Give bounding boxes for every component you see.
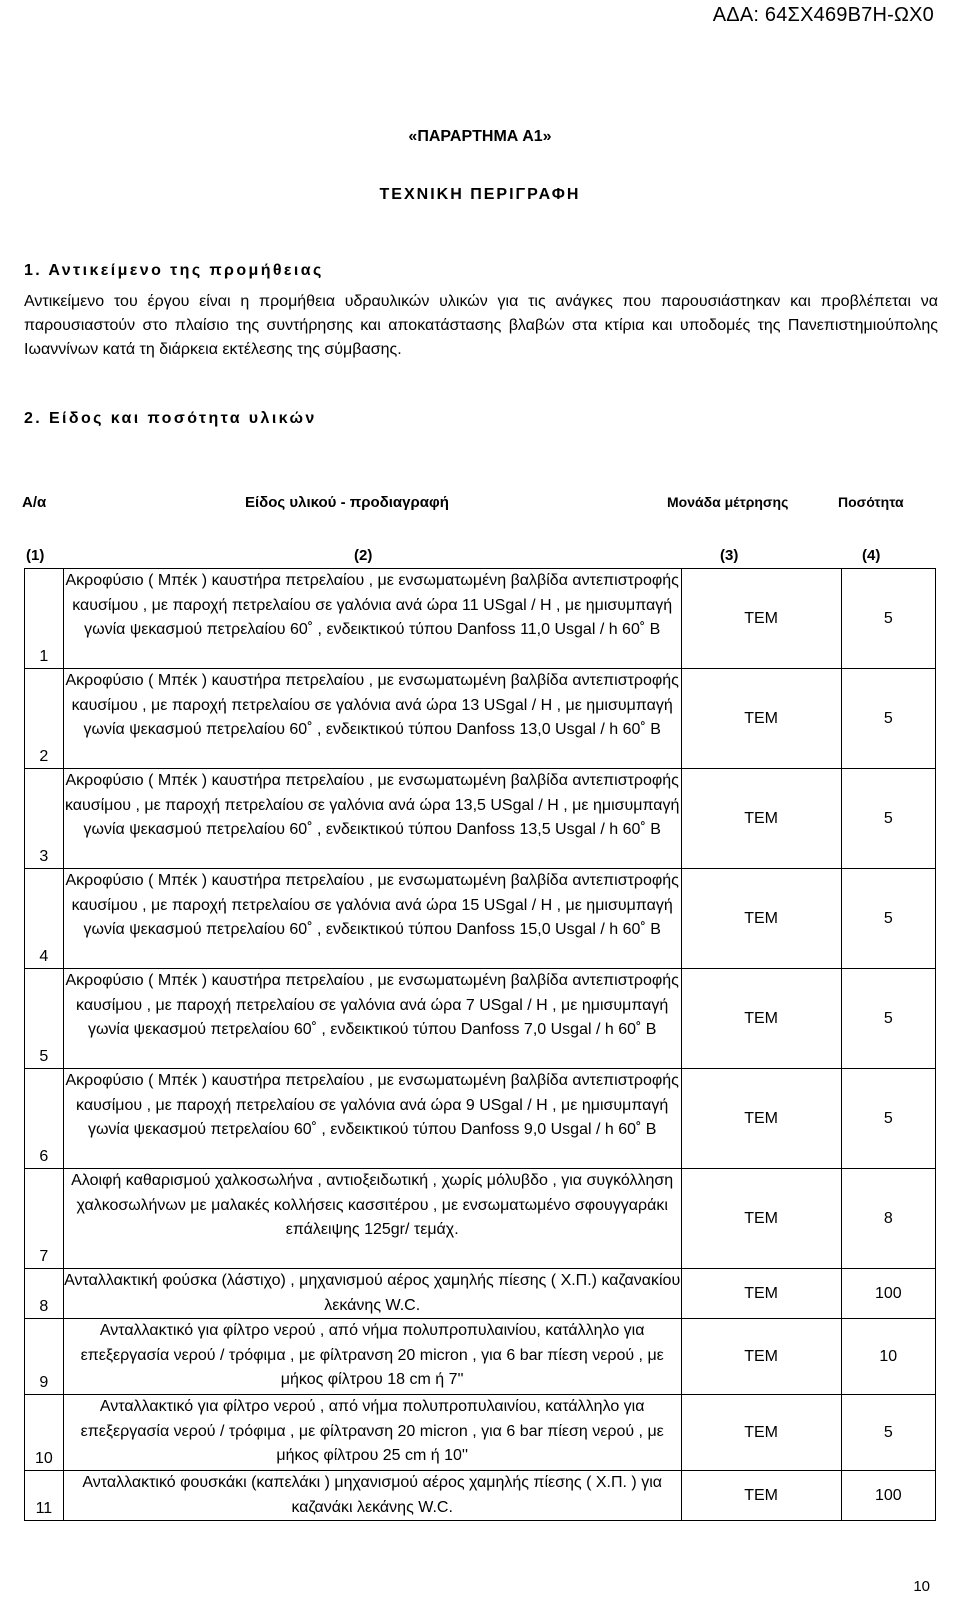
row-quantity: 8 xyxy=(883,1209,893,1227)
table-row xyxy=(25,669,936,769)
table-row xyxy=(25,569,936,669)
row-number: 4 xyxy=(39,948,49,965)
row-unit: ΤΕΜ xyxy=(744,909,778,927)
row-description: Αλοιφή καθαρισμού χαλκοσωλήνα , αντιοξειδωτική , χωρίς μόλυβδο , για συγκόλληση χαλκοσωλήνων με μαλακές κολλήσεις κασσιτέρου , με ενσωματωμένο σφουγγαράκι επάλειψης 125gr/ τεμάχ. xyxy=(63,1169,681,1269)
header-unit: Μονάδα μέτρησης xyxy=(667,494,789,510)
row-unit: ΤΕΜ xyxy=(744,1209,778,1227)
materials-table xyxy=(24,568,936,1521)
row-description: Ακροφύσιο ( Μπέκ ) καυστήρα πετρελαίου , με ενσωματωμένη βαλβίδα αντεπιστροφής καυσίμου , με παροχή πετρελαίου σε γαλόνια ανά ώρα 7 USgal / H , με ημισυμπαγή γωνία ψεκασμού πετρελαίου 60˚ , ενδεικτικού τύπου Danfoss 7,0 Usgal / h 60˚ B xyxy=(63,969,681,1069)
row-quantity: 5 xyxy=(883,1423,893,1441)
row-number: 5 xyxy=(39,1048,49,1065)
table-row xyxy=(25,1471,936,1521)
table-row xyxy=(25,1069,936,1169)
colnum-3: (3) xyxy=(720,547,739,564)
technical-description-title: ΤΕΧΝΙΚΗ ΠΕΡΙΓΡΑΦΗ xyxy=(379,186,581,203)
table-row xyxy=(25,1319,936,1395)
colnum-1: (1) xyxy=(26,547,45,564)
row-number: 11 xyxy=(35,1500,53,1517)
row-description: Ακροφύσιο ( Μπέκ ) καυστήρα πετρελαίου , με ενσωματωμένη βαλβίδα αντεπιστροφής καυσίμου , με παροχή πετρελαίου σε γαλόνια ανά ώρα 13,5 USgal / H , με ημισυμπαγή γωνία ψεκασμού πετρελαίου 60˚ , ενδεικτικού τύπου Danfoss 13,5 Usgal / h 60˚ B xyxy=(63,769,681,869)
row-number: 7 xyxy=(39,1248,49,1265)
row-number: 10 xyxy=(34,1450,53,1467)
row-description: Ανταλλακτικό για φίλτρο νερού , από νήμα πολυπροπυλαινίου, κατάλληλο για επεξεργασία νερού / τρόφιμα , με φίλτρανση 20 micron , για 6 bar πίεση νερού , με μήκος φίλτρου 25 cm ή 10'' xyxy=(63,1395,681,1471)
row-quantity: 5 xyxy=(883,709,893,727)
row-unit: ΤΕΜ xyxy=(744,1423,778,1441)
header-description: Είδος υλικού - προδιαγραφή xyxy=(245,494,449,511)
row-number: 2 xyxy=(39,748,49,765)
row-quantity: 5 xyxy=(883,1109,893,1127)
row-unit: ΤΕΜ xyxy=(744,1009,778,1027)
row-quantity: 5 xyxy=(883,1009,893,1027)
colnum-4: (4) xyxy=(862,547,881,564)
row-number: 1 xyxy=(39,648,49,665)
row-number: 6 xyxy=(39,1148,49,1165)
annex-title: «ΠΑΡΑΡΤΗΜΑ Α1» xyxy=(408,128,552,145)
row-description: Ακροφύσιο ( Μπέκ ) καυστήρα πετρελαίου , με ενσωματωμένη βαλβίδα αντεπιστροφής καυσίμου , με παροχή πετρελαίου σε γαλόνια ανά ώρα 11 USgal / H , με ημισυμπαγή γωνία ψεκασμού πετρελαίου 60˚ , ενδεικτικού τύπου Danfoss 11,0 Usgal / h 60˚ B xyxy=(63,569,681,669)
row-quantity: 5 xyxy=(883,909,893,927)
row-number: 3 xyxy=(39,848,49,865)
row-number: 8 xyxy=(39,1298,49,1315)
row-description: Ακροφύσιο ( Μπέκ ) καυστήρα πετρελαίου , με ενσωματωμένη βαλβίδα αντεπιστροφής καυσίμου , με παροχή πετρελαίου σε γαλόνια ανά ώρα 13 USgal / H , με ημισυμπαγή γωνία ψεκασμού πετρελαίου 60˚ , ενδεικτικού τύπου Danfoss 13,0 Usgal / h 60˚ B xyxy=(63,669,681,769)
row-description: Ακροφύσιο ( Μπέκ ) καυστήρα πετρελαίου , με ενσωματωμένη βαλβίδα αντεπιστροφής καυσίμου , με παροχή πετρελαίου σε γαλόνια ανά ώρα 9 USgal / H , με ημισυμπαγή γωνία ψεκασμού πετρελαίου 60˚ , ενδεικτικού τύπου Danfoss 9,0 Usgal / h 60˚ B xyxy=(63,1069,681,1169)
row-description: Ανταλλακτική φούσκα (λάστιχο) , μηχανισμού αέρος χαμηλής πίεσης ( Χ.Π.) καζανακίου λεκάνης W.C. xyxy=(63,1269,681,1319)
table-row xyxy=(25,1169,936,1269)
header-no: Α/α xyxy=(22,494,47,511)
section2-title: 2. Είδος και ποσότητα υλικών xyxy=(24,410,317,427)
row-quantity: 100 xyxy=(874,1284,902,1302)
row-quantity: 5 xyxy=(883,609,893,627)
table-row xyxy=(25,769,936,869)
row-quantity: 10 xyxy=(879,1347,898,1365)
table-row xyxy=(25,1269,936,1319)
row-unit: ΤΕΜ xyxy=(744,1347,778,1365)
row-unit: ΤΕΜ xyxy=(744,1284,778,1302)
section1-paragraph: Αντικείμενο του έργου είναι η προμήθεια υδραυλικών υλικών για τις ανάγκες που παρουσιάστηκαν και προβλέπεται να παρουσιαστούν στο πλαίσιο της συντήρησης και αποκατάστασης βλαβών στα κτίρια και υποδομές της Πανεπιστημιούπολης Ιωαννίνων κατά τη διάρκεια εκτέλεσης της σύμβασης. xyxy=(24,293,938,358)
row-unit: ΤΕΜ xyxy=(744,809,778,827)
table-row xyxy=(25,869,936,969)
row-unit: ΤΕΜ xyxy=(744,1486,778,1504)
row-quantity: 100 xyxy=(874,1486,902,1504)
table-row xyxy=(25,969,936,1069)
table-row xyxy=(25,1395,936,1471)
row-unit: ΤΕΜ xyxy=(744,709,778,727)
page-number: 10 xyxy=(913,1578,930,1595)
section1-title: 1. Αντικείμενο της προμήθειας xyxy=(24,262,324,279)
row-unit: ΤΕΜ xyxy=(744,1109,778,1127)
row-unit: ΤΕΜ xyxy=(744,609,778,627)
colnum-2: (2) xyxy=(354,547,373,564)
row-description: Ακροφύσιο ( Μπέκ ) καυστήρα πετρελαίου , με ενσωματωμένη βαλβίδα αντεπιστροφής καυσίμου , με παροχή πετρελαίου σε γαλόνια ανά ώρα 15 USgal / H , με ημισυμπαγή γωνία ψεκασμού πετρελαίου 60˚ , ενδεικτικού τύπου Danfoss 15,0 Usgal / h 60˚ B xyxy=(63,869,681,969)
ada-code: ΑΔΑ: 64ΣΧ469Β7Η-ΩΧ0 xyxy=(712,4,934,26)
header-quantity: Ποσότητα xyxy=(838,494,904,510)
row-number: 9 xyxy=(39,1374,49,1391)
row-description: Ανταλλακτικό για φίλτρο νερού , από νήμα πολυπροπυλαινίου, κατάλληλο για επεξεργασία νερού / τρόφιμα , με φίλτρανση 20 micron , για 6 bar πίεση νερού , με μήκος φίλτρου 18 cm ή 7'' xyxy=(63,1319,681,1395)
row-quantity: 5 xyxy=(883,809,893,827)
row-description: Ανταλλακτικό φουσκάκι (καπελάκι ) μηχανισμού αέρος χαμηλής πίεσης ( Χ.Π. ) για καζανάκι λεκάνης W.C. xyxy=(63,1471,681,1521)
